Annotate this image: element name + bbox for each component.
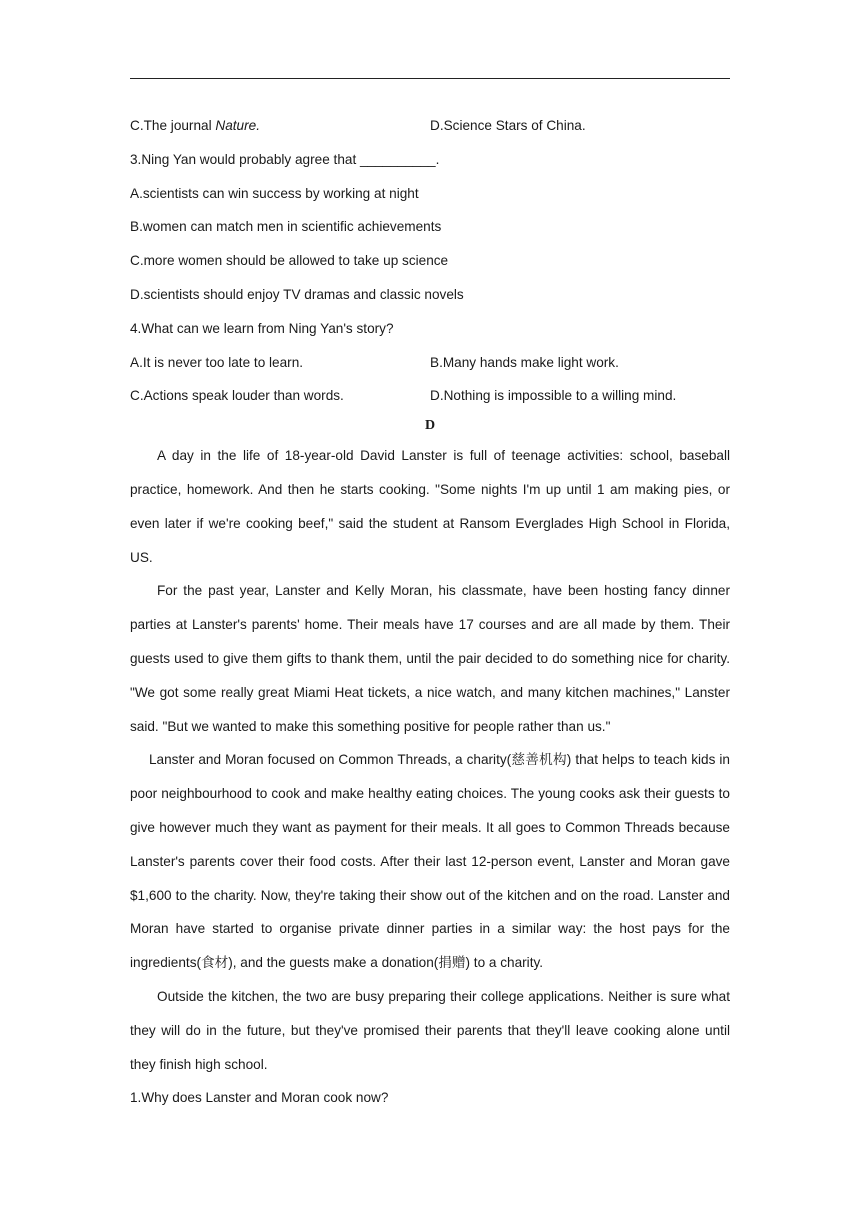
passage-paragraph-3: Lanster and Moran focused on Common Threads, a charity(慈善机构) that helps to teach kids in poor neighbourhood to cook and make healthy eating choices. The young cooks ask their guests to give however much they want as payment for their meals. It all goes to Common Threads because Lanster's parents cover their food costs. After their last 12-person event, Lanster and Moran gave $1,600 to the charity. Now, they're taking their show out of the kitchen and on the road. Lanster and Moran have started to organise private dinner parties in a similar way: the host pays for the ingredients(食材), and the guests make a donation(捐赠) to a charity. bbox=[130, 752, 730, 971]
q3-option-b: B.women can match men in scientific achievements bbox=[130, 219, 442, 235]
q3-option-a: A.scientists can win success by working at night bbox=[130, 185, 419, 201]
q4-stem: 4.What can we learn from Ning Yan's story? bbox=[130, 320, 394, 336]
option-d: D.Science Stars of China. bbox=[430, 118, 586, 133]
q4-option-c: C.Actions speak louder than words. bbox=[130, 388, 344, 404]
q3-stem: 3.Ning Yan would probably agree that __________. bbox=[130, 151, 440, 167]
q3-option-c: C.more women should be allowed to take up science bbox=[130, 253, 449, 269]
section-heading: D bbox=[424, 418, 436, 434]
q4-option-b: B.Many hands make light work. bbox=[430, 354, 619, 370]
q3-option-d: D.scientists should enjoy TV dramas and classic novels bbox=[130, 286, 464, 302]
q4-options-cd bbox=[130, 379, 730, 413]
q2-options-cd bbox=[130, 109, 730, 143]
q4-option-d: D.Nothing is impossible to a willing mind. bbox=[430, 388, 677, 404]
option-c-italic: Nature. bbox=[215, 118, 260, 133]
passage-paragraph-4: Outside the kitchen, the two are busy preparing their college applications. Neither is sure what they will do in the future, but they've promised their parents that they'll leave cooking alone until they finish high school. bbox=[130, 988, 730, 1072]
passage-paragraph-1: A day in the life of 18-year-old David Lanster is full of teenage activities: school, baseball practice, homework. And then he starts cooking. "Some nights I'm up until 1 am making pies, or even later if we're cooking beef," said the student at Ransom Everglades High School in Florida, US. bbox=[130, 448, 730, 565]
option-c-text: C.The journal bbox=[130, 118, 216, 133]
option-c bbox=[130, 109, 430, 143]
header-rule bbox=[130, 78, 730, 79]
q4-option-a: A.It is never too late to learn. bbox=[130, 354, 304, 370]
page-content bbox=[130, 109, 730, 1115]
passage-paragraph-2: For the past year, Lanster and Kelly Moran, his classmate, have been hosting fancy dinner parties at Lanster's parents' home. Their meals have 17 courses and are all made by them. Their guests used to give them gifts to thank them, until the pair decided to do something nice for charity. "We got some really great Miami Heat tickets, a nice watch, and many kitchen machines," Lanster said. "But we wanted to make this something positive for people rather than us." bbox=[130, 583, 730, 734]
d-q1-stem: 1.Why does Lanster and Moran cook now? bbox=[130, 1090, 389, 1106]
q4-options-ab bbox=[130, 346, 730, 380]
